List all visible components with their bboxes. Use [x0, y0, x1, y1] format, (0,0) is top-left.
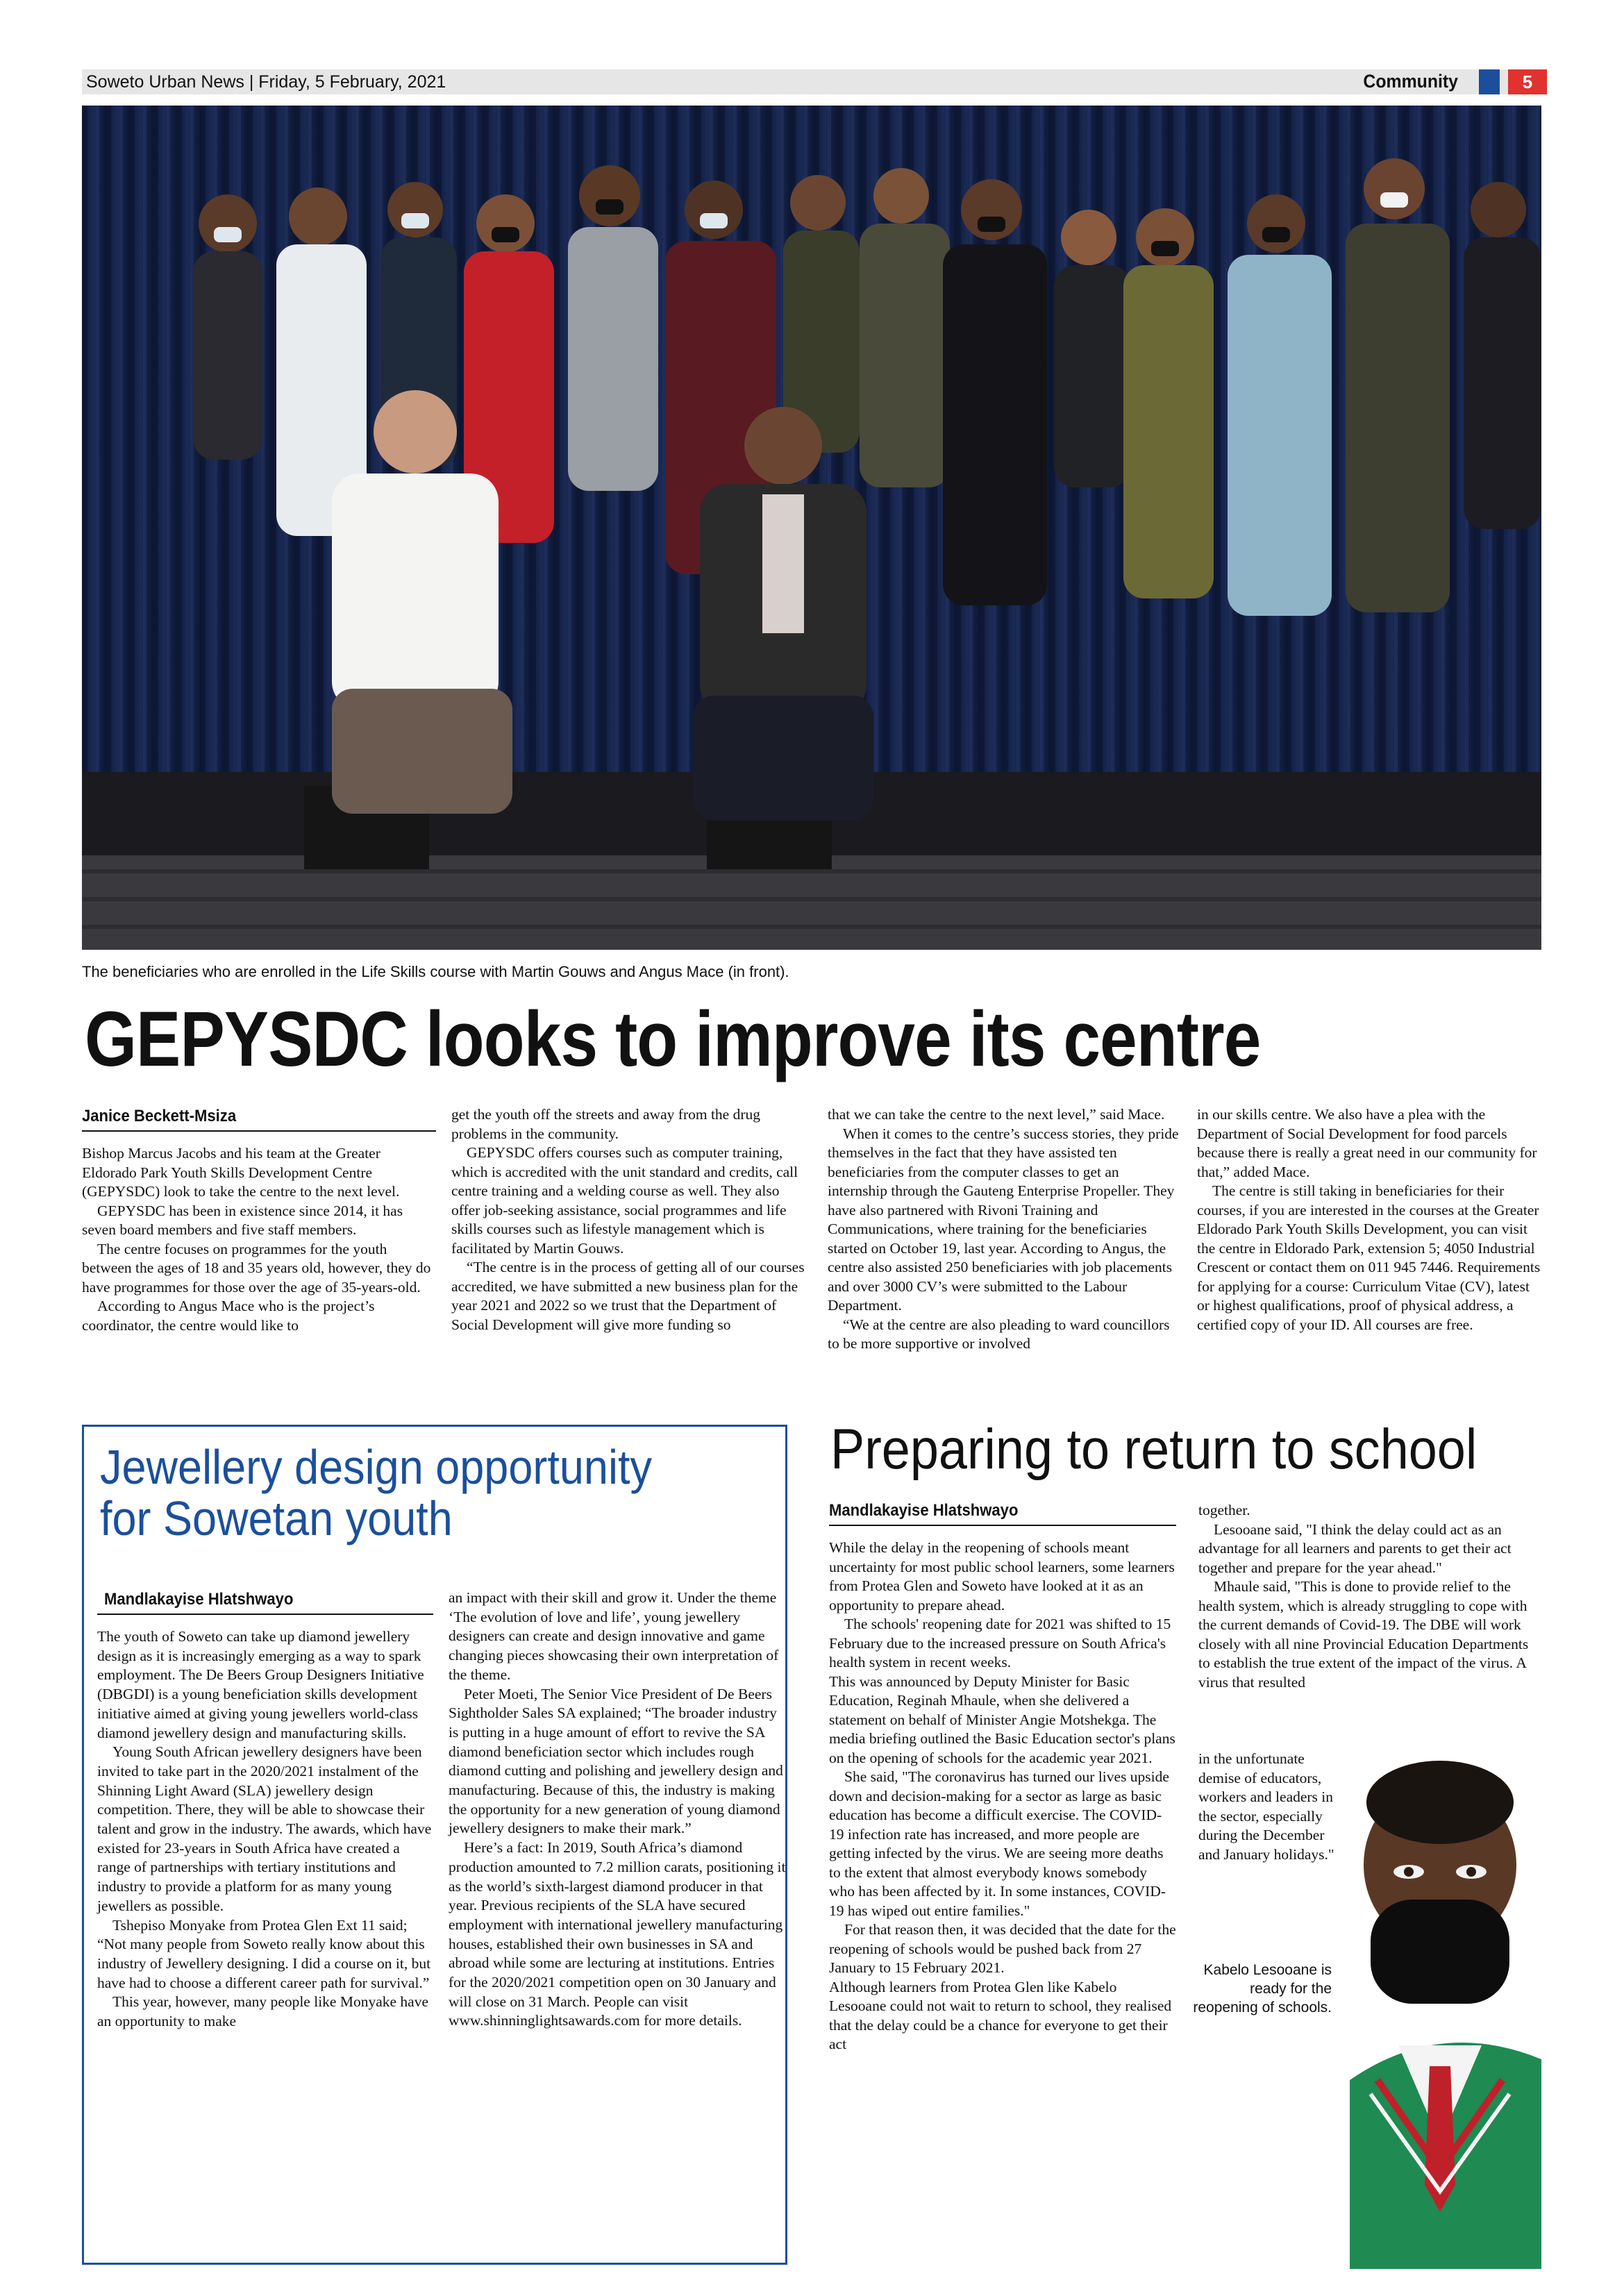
- main-col-3: [828, 1105, 1180, 1354]
- paragraph: that we can take the centre to the next level,” said Mace.: [828, 1106, 1165, 1123]
- publication-dateline: Soweto Urban News | Friday, 5 February, 2021: [86, 72, 446, 92]
- school-col-1: [829, 1539, 1176, 2054]
- student-photo: [1350, 1754, 1541, 2269]
- paragraph: The centre focuses on programmes for the youth between the ages of 18 and 35 years old, however, they do have programmes for those over the age of 35-years-old.: [82, 1240, 431, 1296]
- school-col-2-narrow: [1198, 1750, 1337, 1864]
- paragraph: Peter Moeti, The Senior Vice President of De Beers Sightholder Sales SA explained; “The broader industry is putting in a huge amount of effort to revive the SA diamond beneficiation sector which includes rough diamond cutting and polishing and jewellery design and manufacturing. Because of this, the industry is making the opportunity for a new generation of young diamond jewellery designers to make their mark.”: [449, 1685, 783, 1837]
- paragraph: Mhaule said, "This is done to provide relief to the health system, which is already struggling to cope with the current demands of Covid-19. The DBE will work closely with all nine Provincial Education Departments to establish the true extent of the impact of the virus. A virus that resulted: [1198, 1578, 1529, 1691]
- main-headline: GEPYSDC looks to improve its centre: [85, 996, 1261, 1082]
- page-number: 5: [1508, 69, 1547, 94]
- paragraph: Although learners from Protea Glen like Kabelo Lesooane could not wait to return to school, they realised that the delay could be a chance for everyone to get their act: [829, 1978, 1172, 2052]
- paragraph: in our skills centre. We also have a plea with the Department of Social Development for food parcels because there is really a great need in our community for that,” added Mace.: [1197, 1106, 1537, 1180]
- school-col-2: [1198, 1501, 1543, 1692]
- jewellery-col-1: [97, 1627, 435, 2031]
- paragraph: Young South African jewellery designers have been invited to take part in the 2020/2021 instalment of the Shinning Light Award (SLA) jewellery design competition. There, they will be able to showcase their talent and grow in the industry. The awards, which have existed for 23-years in South Africa have created a range of partnerships with tertiary institutions and industry to provide a platform for as many young jewellers as possible.: [97, 1743, 432, 1914]
- paragraph: This year, however, many people like Monyake have an opportunity to make: [97, 1993, 428, 2030]
- main-col-1: [82, 1144, 436, 1335]
- paragraph: an impact with their skill and grow it. Under the theme ‘The evolution of love and life’, young jewellery designers can create and design innovative and game changing pieces showcasing their own interpretation of the theme.: [449, 1589, 779, 1683]
- school-headline: Preparing to return to school: [830, 1418, 1477, 1481]
- jewellery-headline: [100, 1441, 712, 1544]
- section-label: Community: [1363, 71, 1458, 92]
- main-col-4: [1197, 1105, 1544, 1334]
- paragraph: The centre is still taking in beneficiaries for their courses, if you are interested in the courses at the Greater Eldorado Park Youth Skills Development, you can visit the centre in Eldorado Park, extension 5; 4050 Industrial Crescent or contact them on 011 945 7446. Requirements for applying for a course: Curriculum Vitae (CV), latest or highest qualifications, proof of physical address, a certified copy of your ID. All courses are free.: [1197, 1182, 1541, 1333]
- paragraph: Tshepiso Monyake from Protea Glen Ext 11 said; “Not many people from Soweto really know about this industry of Jewellery designing. I did a course on it, but have had to choose a different career path for survival.”: [97, 1916, 431, 1991]
- paragraph: While the delay in the reopening of schools meant uncertainty for most public school learners, some learners from Protea Glen and Soweto have looked at it as an opportunity to prepare ahead.: [829, 1539, 1175, 1614]
- student-photo-illustration: [1350, 1754, 1541, 2269]
- group-photo-caption: The beneficiaries who are enrolled in the Life Skills course with Martin Gouws and Angus Mace (in front).: [82, 963, 789, 980]
- paragraph: Lesooane said, "I think the delay could act as an advantage for all learners and parents to get their act together and prepare for the year ahead.": [1198, 1520, 1512, 1576]
- jewellery-byline-rule: [97, 1614, 433, 1615]
- main-byline: Janice Beckett-Msiza: [82, 1107, 237, 1125]
- paragraph: When it comes to the centre’s success stories, they pride themselves in the fact that they have assisted ten beneficiaries from the computer classes to get an internship through the Gauteng Enterprise Propeller. They have also partnered with Rivoni Training and Communications, where training for the beneficiaries started on October 19, last year. According to Angus, the centre also assisted 250 beneficiaries with job placements and over 3000 CV’s were submitted to the Labour Department.: [828, 1125, 1179, 1314]
- school-byline: Mandlakayise Hlatshwayo: [829, 1501, 1019, 1520]
- jewellery-headline-line-1: Jewellery design opportunity: [100, 1440, 652, 1494]
- paragraph: According to Angus Mace who is the project’s coordinator, the centre would like to: [82, 1298, 375, 1334]
- paragraph: get the youth off the streets and away from the drug problems in the community.: [451, 1106, 761, 1142]
- school-byline-rule: [829, 1525, 1176, 1526]
- paragraph: This was announced by Deputy Minister for Basic Education, Reginah Mhaule, when she delivered a statement on behalf of Minister Angie Motshekga. The media briefing outlined the Basic Education sector's plans on the opening of schools for the academic year 2021.: [829, 1673, 1175, 1766]
- paragraph: Here’s a fact: In 2019, South Africa’s diamond production amounted to 7.2 million carats, positioning it as the world’s sixth-largest diamond producer in that year. Previous recipients of the SLA have secured employment with international jewellery manufacturing houses, established their own businesses in SA and abroad while some are lecturing at institutions. Entries for the 2020/2021 competition open on 30 January and will close on 31 March. People can visit www.shinninglightsawards.com for more details.: [449, 1839, 786, 2029]
- paragraph: The schools' reopening date for 2021 was shifted to 15 February due to the increased pressure on South Africa's health system in recent weeks.: [829, 1616, 1171, 1670]
- paragraph: The youth of Soweto can take up diamond jewellery design as it is increasingly emerging as a way to spark employment. The De Beers Group Designers Initiative (DBGDI) is a young beneficiation skills development initiative aimed at giving young jewellers world-class diamond jewellery design and manufacturing skills.: [97, 1628, 424, 1741]
- section-color-block: [1479, 69, 1500, 94]
- group-photo: [82, 106, 1541, 950]
- paragraph: GEPYSDC has been in existence since 2014, it has seven board members and five staff members.: [82, 1202, 403, 1238]
- paragraph: “We at the centre are also pleading to ward councillors to be more supportive or involved: [828, 1316, 1170, 1352]
- jewellery-col-2: [449, 1589, 786, 2031]
- main-col-2: [451, 1105, 805, 1334]
- main-byline-rule: [82, 1130, 436, 1132]
- paragraph: Bishop Marcus Jacobs and his team at the Greater Eldorado Park Youth Skills Development Centre (GEPYSDC) look to take the centre to the next level.: [82, 1145, 400, 1200]
- paragraph: She said, "The coronavirus has turned our lives upside down and decision-making for a sector as large as basic education has become a difficult exercise. The COVID-19 infection rate has increased, and more people are getting infected by the virus. We are seeing more deaths to the extent that almost everybody knows somebody who has been affected by it. In some instances, COVID-19 has wiped out entire families.": [829, 1768, 1169, 1919]
- paragraph: in the unfortunate demise of educators, workers and leaders in the sector, especially during the December and January holidays.": [1198, 1750, 1334, 1863]
- paragraph: together.: [1198, 1502, 1250, 1518]
- jewellery-byline: Mandlakayise Hlatshwayo: [104, 1590, 294, 1609]
- paragraph: “The centre is in the process of getting all of our courses accredited, we have submitted a new business plan for the year 2021 and 2022 so we trust that the Department of Social Development will give more funding so: [451, 1259, 805, 1333]
- paragraph: For that reason then, it was decided that the date for the reopening of schools would be pushed back from 27 January to 15 February 2021.: [829, 1921, 1176, 1976]
- paragraph: GEPYSDC offers courses such as computer training, which is accredited with the unit standard and credits, call centre training and a welding course as well. They also offer job-seeking assistance, social programmes and life skills courses such as lifestyle management which is facilitated by Martin Gouws.: [451, 1144, 798, 1257]
- jewellery-headline-line-2: for Sowetan youth: [100, 1491, 453, 1545]
- group-photo-illustration: [82, 106, 1541, 950]
- student-photo-caption: Kabelo Lesooane is ready for the reopening of schools.: [1193, 1962, 1332, 2016]
